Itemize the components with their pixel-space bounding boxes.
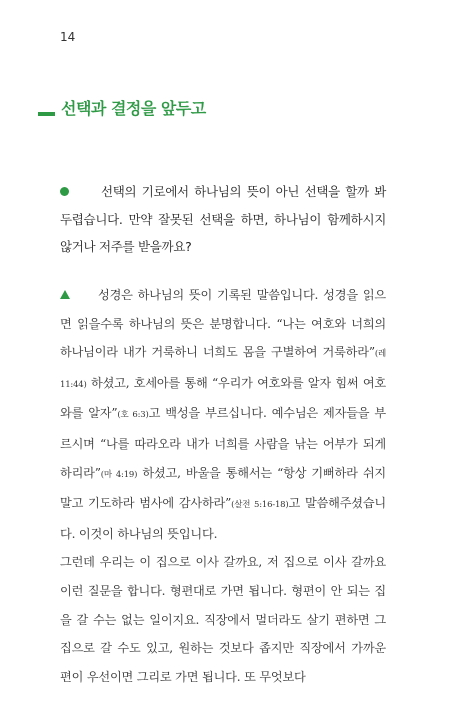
answer-triangle-icon xyxy=(60,290,70,299)
question-text: 선택의 기로에서 하나님의 뜻이 아닌 선택을 할까 봐 두렵습니다. 만약 잘못된 선택을 하면, 하나님이 함께하시지 않거나 저주를 받을까요? xyxy=(60,184,386,254)
answer-paragraph-1 xyxy=(60,281,386,548)
answer-paragraph-2: 그런데 우리는 이 집으로 이사 갈까요, 저 집으로 이사 갈까요 이런 질문을 합니다. 형편대로 가면 됩니다. 형편이 안 되는 집을 갈 수는 없는 일이지요. 직장에서 멀더라도 살기 편하면 그 집으로 갈 수도 있고, 원하는 것보다 좁지만 직장에서 가까운 편이 우선이면 그리로 가면 됩니다. 또 무엇보다 xyxy=(60,555,386,684)
bible-reference: (마 4:19) xyxy=(100,469,138,480)
answer-text: 성경은 하나님의 뜻이 기록된 말씀입니다. 성경을 읽으면 읽을수록 하나님의 뜻은 분명합니다. “나는 여호와 너희의 하나님이라 내가 거룩하니 너희도 몸을 구별하여 거룩하라” xyxy=(60,288,386,360)
page-number: 14 xyxy=(60,30,76,44)
bible-reference: (살전 5:16-18) xyxy=(231,500,289,511)
answer-text: 하셨고, 호세아를 통해 “우리가 여호와를 알자 힘써 여호와를 알자” xyxy=(60,375,386,421)
answer-text: 하셨고, 바울을 통해서는 “항상 기뻐하라 쉬지 말고 기도하라 범사에 감사하라” xyxy=(60,465,386,511)
answer-block xyxy=(60,281,386,691)
question-block xyxy=(60,178,386,261)
question-bullet-icon xyxy=(60,187,69,196)
answer-text: 고 백성을 부르십니다. 예수님은 제자들을 부르시며 “나를 따라오라 내가 너희를 사람을 낚는 어부가 되게 하리라” xyxy=(60,406,386,480)
answer-text: 고 말씀해주셨습니다. 이것이 하나님의 뜻입니다. xyxy=(60,496,386,541)
section-heading xyxy=(38,96,206,119)
bible-reference: (호 6:3) xyxy=(117,410,149,421)
section-title: 선택과 결정을 앞두고 xyxy=(61,99,206,118)
section-heading-bar xyxy=(38,112,55,116)
bible-reference: (레 11:44) xyxy=(60,349,386,390)
